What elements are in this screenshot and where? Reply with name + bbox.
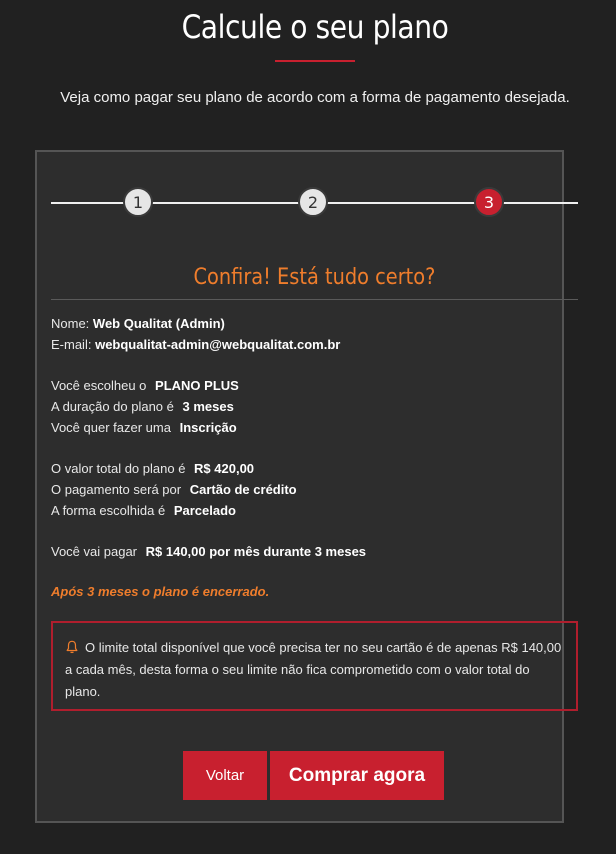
title-underline (275, 60, 355, 62)
plan-end-notice: Após 3 meses o plano é encerrado. (51, 584, 270, 599)
step-2[interactable]: 2 (298, 187, 328, 217)
payment-label: O pagamento será por (51, 482, 182, 497)
email-label: E-mail: (51, 337, 92, 352)
plan-value: PLANO PLUS (155, 378, 239, 393)
step-1[interactable]: 1 (123, 187, 153, 217)
plan-rows (51, 375, 239, 438)
action-value: Inscrição (179, 420, 237, 435)
confirm-heading: Confira! Está tudo certo? (193, 265, 436, 290)
step-3[interactable]: 3 (474, 187, 504, 217)
pay-row (51, 541, 366, 562)
payment-rows (51, 458, 297, 521)
form-label: A forma escolhida é (51, 503, 166, 518)
duration-label: A duração do plano é (51, 399, 174, 414)
plan-label: Você escolheu o (51, 378, 147, 393)
page-subtitle: Veja como pagar seu plano de acordo com a forma de pagamento desejada. (60, 89, 570, 106)
total-label: O valor total do plano é (51, 461, 186, 476)
confirm-divider (51, 299, 578, 300)
pay-value: R$ 140,00 por mês durante 3 meses (145, 544, 367, 559)
limit-alert-text: O limite total disponível que você precisa ter no seu cartão é de apenas R$ 140,00 a cada mês, desta forma o seu limite não fica comprometido com o valor total do plano. (65, 640, 562, 699)
name-row (51, 313, 340, 355)
page-title: Calcule o seu plano (181, 8, 449, 46)
pay-label: Você vai pagar (51, 544, 138, 559)
email-value: webqualitat-admin@webqualitat.com.br (95, 337, 341, 352)
action-label: Você quer fazer uma (51, 420, 171, 435)
bell-icon (65, 640, 79, 654)
payment-value: Cartão de crédito (189, 482, 297, 497)
total-value: R$ 420,00 (194, 461, 255, 476)
name-label: Nome: (51, 316, 90, 331)
name-value: Web Qualitat (Admin) (92, 316, 225, 331)
buy-now-button[interactable]: Comprar agora (270, 751, 444, 800)
back-button[interactable]: Voltar (183, 751, 267, 800)
duration-value: 3 meses (182, 399, 234, 414)
limit-alert (51, 621, 578, 711)
form-value: Parcelado (173, 503, 236, 518)
